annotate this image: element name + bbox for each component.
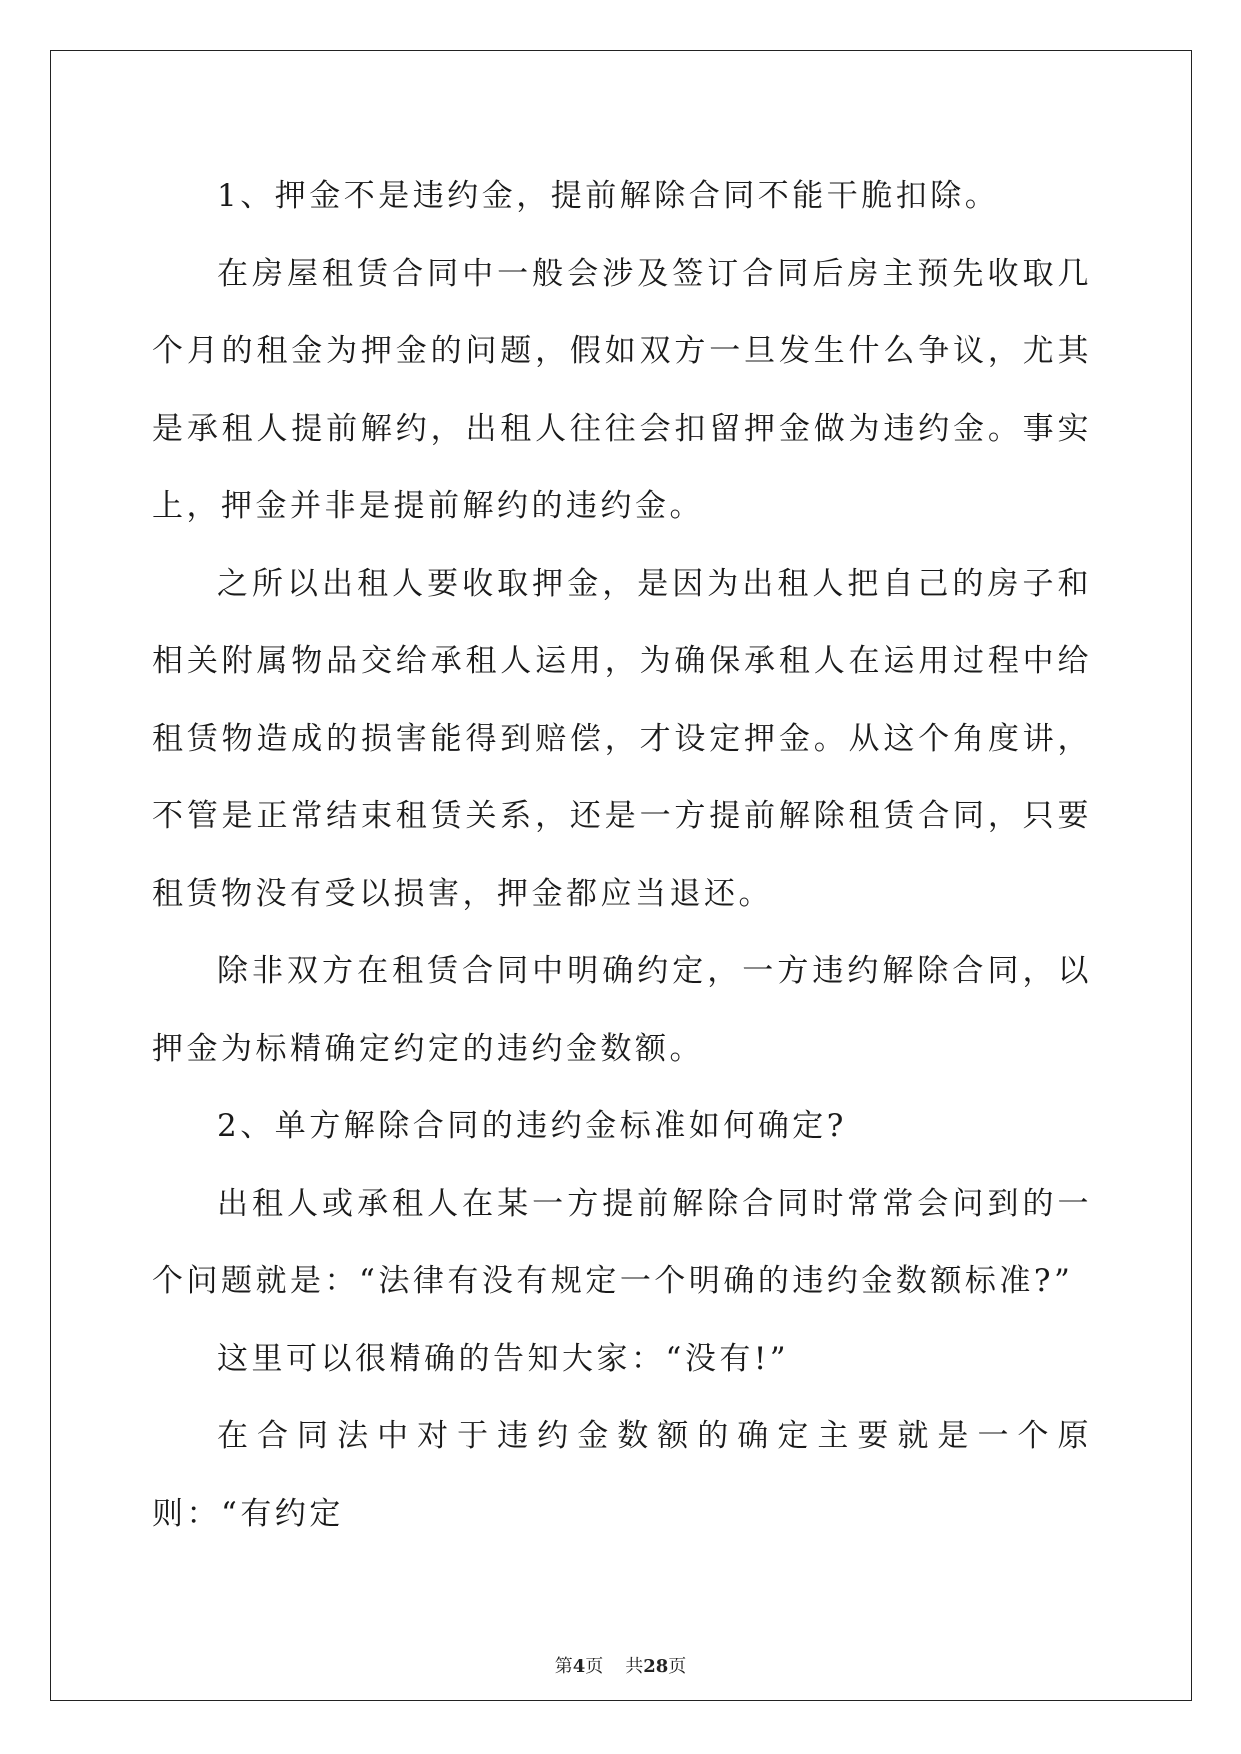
paragraph-deposit-heading: 1、押金不是违约金，提前解除合同不能干脆扣除。	[217, 178, 1000, 214]
paragraph-answer: 这里可以很精确的告知大家：“没有!”	[217, 1340, 790, 1377]
page-number: 4	[572, 1656, 586, 1677]
document-body	[152, 158, 1092, 1553]
total-pages: 28	[643, 1656, 669, 1677]
total-prefix: 共	[625, 1656, 644, 1677]
total-suffix: 页	[668, 1656, 687, 1677]
paragraph-deposit-purpose: 之所以出租人要收取押金，是因为出租人把自己的房子和相关附属物品交给承租人运用，为确保承租人在运用过程中给租赁物造成的损害能得到赔偿，才设定押金。从这个角度讲，不管是正常结束租赁关系，还是一方提前解除租赁合同，只要租赁物没有受以损害，押金都应当退还。	[152, 565, 1092, 912]
paragraph-contract-law: 在合同法中对于违约金数额的确定主要就是一个原则：“有约定	[152, 1418, 1092, 1532]
paragraph-penalty-heading: 2、单方解除合同的违约金标准如何确定?	[217, 1108, 847, 1144]
paragraph-common-question: 出租人或承租人在某一方提前解除合同时常常会问到的一个问题就是：“法律有没有规定一个明确的违约金数额标准?”	[152, 1185, 1092, 1299]
page-prefix: 第	[554, 1656, 573, 1677]
page-footer	[0, 1652, 1241, 1678]
paragraph-exception: 除非双方在租赁合同中明确约定，一方违约解除合同，以押金为标精确定约定的违约金数额。	[152, 953, 1092, 1067]
paragraph-deposit-explanation: 在房屋租赁合同中一般会涉及签订合同后房主预先收取几个月的租金为押金的问题，假如双方一旦发生什么争议，尤其是承租人提前解约，出租人往往会扣留押金做为违约金。事实上，押金并非是提前解约的违约金。	[152, 255, 1092, 524]
page-suffix: 页	[585, 1656, 604, 1677]
